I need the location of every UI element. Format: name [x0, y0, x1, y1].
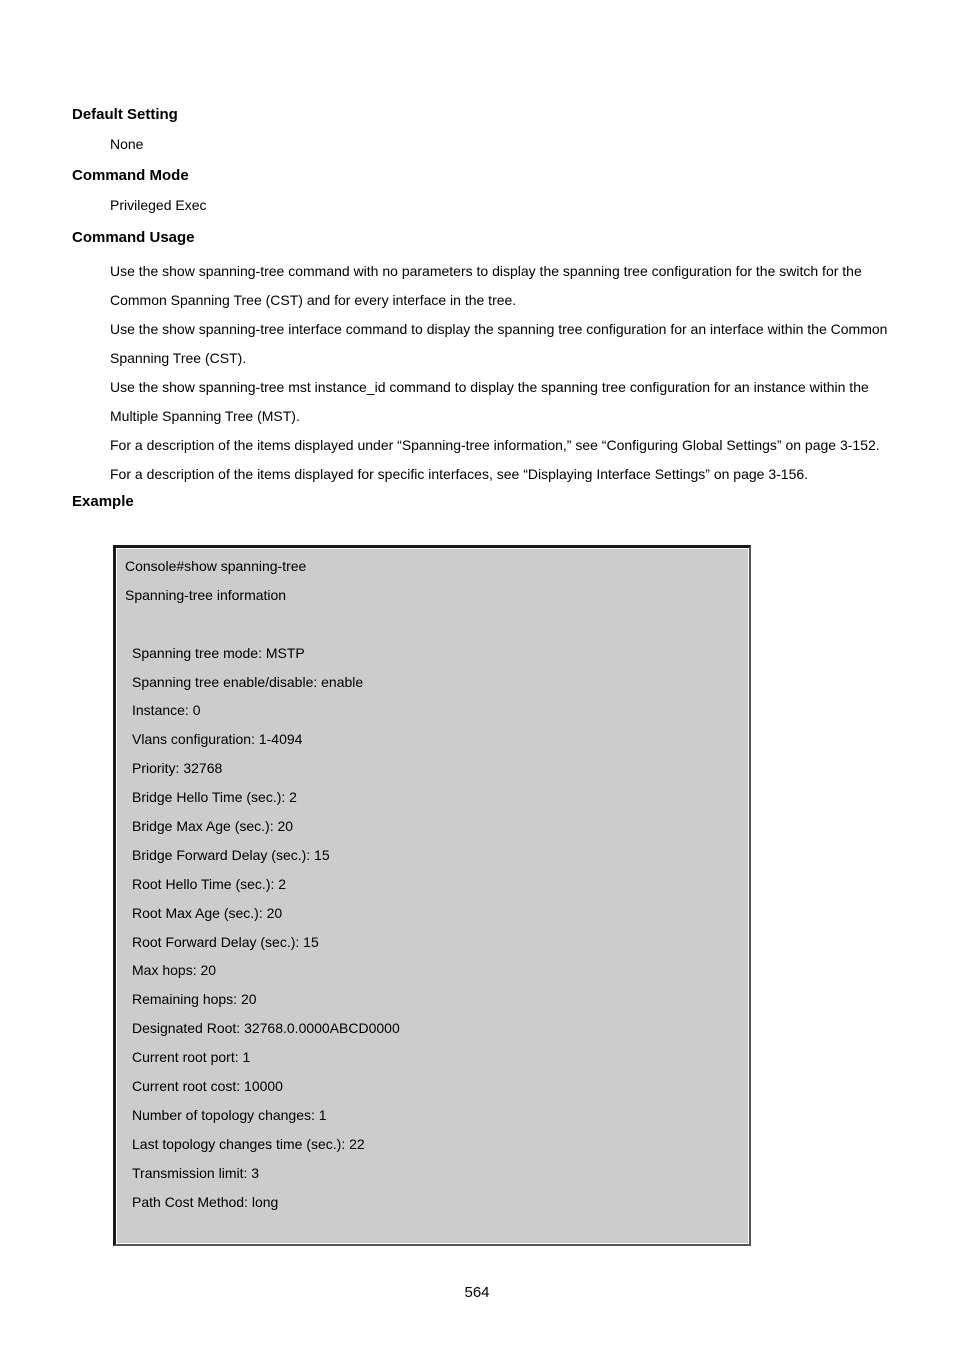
- console-line: Bridge Hello Time (sec.): 2: [132, 789, 297, 806]
- console-line: Remaining hops: 20: [132, 991, 257, 1008]
- console-line: Designated Root: 32768.0.0000ABCD0000: [132, 1020, 400, 1037]
- console-line: Number of topology changes: 1: [132, 1106, 327, 1123]
- console-line: [125, 610, 741, 639]
- default-setting-text: None: [110, 136, 144, 152]
- console-line: Bridge Max Age (sec.): 20: [132, 818, 294, 835]
- command-usage-paragraph: Use the show spanning-tree mst instance_id command to display the spanning tree configuration for an instance within the Multiple Spanning Tree (MST).: [110, 379, 869, 424]
- console-line: Path Cost Method: long: [132, 1193, 279, 1210]
- console-line: Max hops: 20: [132, 962, 217, 979]
- command-usage-paragraph: Use the show spanning-tree interface command to display the spanning tree configuration for an interface within the Common Spanning Tree (CST).: [110, 321, 888, 366]
- command-usage-paragraph: Use the show spanning-tree command with no parameters to display the spanning tree configuration for the switch for the Common Spanning Tree (CST) and for every interface in the tree.: [110, 263, 862, 308]
- console-line: Spanning tree enable/disable: enable: [132, 673, 364, 690]
- console-line: Root Forward Delay (sec.): 15: [132, 933, 319, 950]
- command-usage-body: [110, 257, 900, 489]
- page-number: 564: [464, 1284, 490, 1301]
- console-lines: [125, 552, 741, 1216]
- console-line: Last topology changes time (sec.): 22: [132, 1135, 365, 1152]
- console-line: Spanning tree mode: MSTP: [132, 644, 305, 661]
- console-line: Spanning-tree information: [125, 586, 287, 603]
- command-usage-heading: Command Usage: [72, 229, 195, 246]
- console-line: Bridge Forward Delay (sec.): 15: [132, 846, 330, 863]
- command-usage-paragraph: For a description of the items displayed under “Spanning-tree information,” see “Configuring Global Settings” on page 3-152. For a description of the items displayed for specific interfaces, see “Displaying Interface Settings” on page 3-156.: [110, 437, 880, 482]
- console-line: Root Max Age (sec.): 20: [132, 904, 283, 921]
- console-line: Console#show spanning-tree: [125, 558, 307, 574]
- console-output-box: [113, 545, 751, 1246]
- console-line: Current root port: 1: [132, 1049, 251, 1066]
- console-line: Instance: 0: [132, 702, 201, 719]
- console-line: Root Hello Time (sec.): 2: [132, 875, 287, 892]
- console-line: Current root cost: 10000: [132, 1078, 283, 1095]
- command-mode-text: Privileged Exec: [110, 197, 207, 213]
- console-line: Transmission limit: 3: [132, 1164, 260, 1181]
- default-setting-heading: Default Setting: [72, 106, 178, 123]
- example-heading: Example: [72, 493, 134, 510]
- console-line: Vlans configuration: 1-4094: [132, 731, 303, 748]
- command-mode-heading: Command Mode: [72, 167, 189, 184]
- console-line: Priority: 32768: [132, 760, 223, 777]
